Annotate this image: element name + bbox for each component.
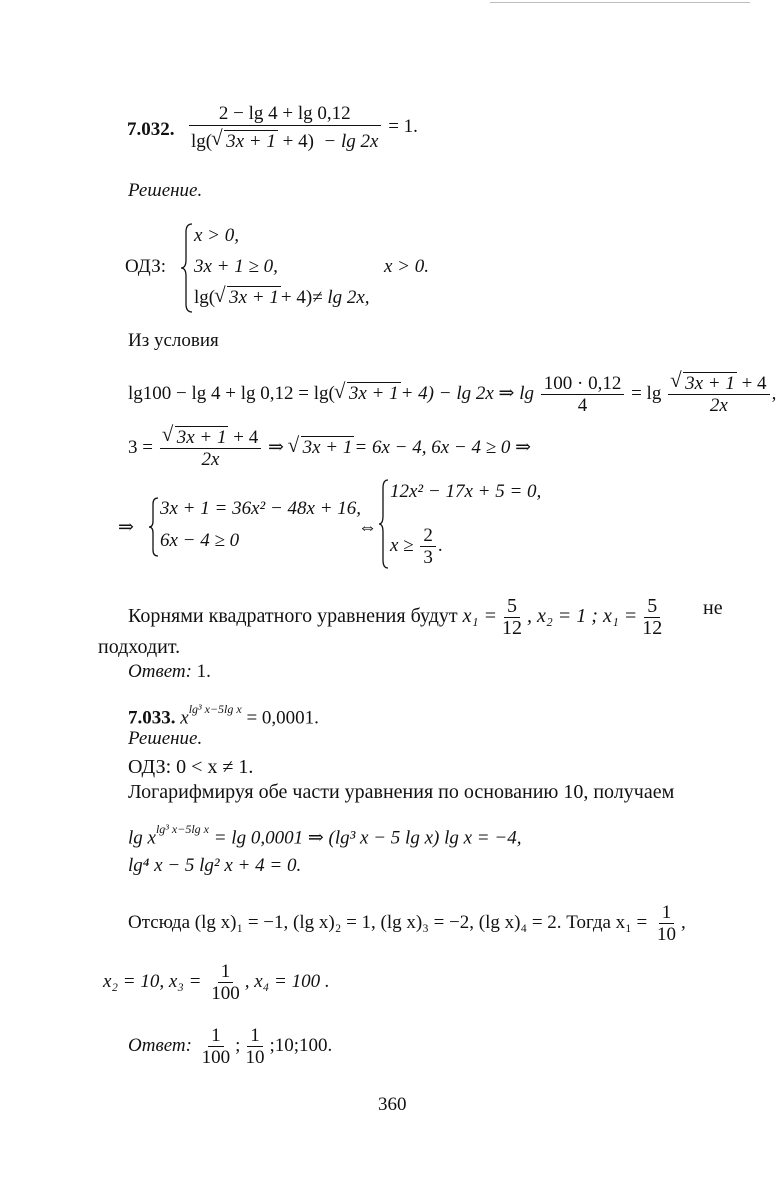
roots-2-line-2: x₂ = 10, x₃ = $\frac{1}{100}$ , x₄ = 100 . bbox=[103, 961, 330, 1004]
roots-tail: подходит. bbox=[98, 636, 181, 658]
answer-2: Ответ: $\frac{1}{100}$ ; $\frac{1}{10}$ ;10;100. bbox=[128, 1025, 333, 1068]
roots-not: не bbox=[703, 597, 723, 619]
step-2: 3 = √ $\frac{3x + 1 + 4}{2x}$ ⇒ √ 3x + 1 = 6x − 4, 6x − 4 ≥ 0 ⇒ bbox=[128, 428, 531, 469]
system-1-row-2: 6x − 4 ≥ 0 bbox=[160, 530, 240, 551]
equation-denominator: lg(√ 3x + 1 + 4) − lg 2x bbox=[188, 126, 381, 151]
system-2-row-1: 12x² − 17x + 5 = 0, bbox=[390, 481, 542, 502]
answer-1: Ответ: 1. bbox=[128, 661, 211, 682]
equation-numerator: 2 − lg 4 + lg 0,12 bbox=[189, 104, 381, 126]
solution-label: Решение. bbox=[128, 180, 203, 201]
odz-row-2: 3x + 1 ≥ 0, bbox=[194, 256, 278, 277]
odz-result: x > 0. bbox=[384, 256, 430, 277]
odz-label: ОДЗ: bbox=[125, 256, 167, 277]
roots-line: Корнями квадратного уравнения будут x₁ = $\frac{5}{12}$ , x₂ = 1 ; x₁ = $\frac{5}{12}$ bbox=[128, 595, 663, 639]
equiv-sign: ⇔ bbox=[358, 517, 377, 538]
top-rule bbox=[490, 2, 750, 3]
problem-equation bbox=[186, 104, 418, 151]
odz-2: ОДЗ: 0 < x ≠ 1. bbox=[128, 756, 254, 778]
sys-arrow: ⇒ bbox=[118, 517, 134, 538]
system-2-row-2: x ≥ $\frac{2}{3}$ . bbox=[390, 525, 443, 568]
step-1: lg100 − lg 4 + lg 0,12 = lg(√ 3x + 1 + 4) − lg 2x ⇒ lg $\frac{100 \cdot 0,12}{4}$ = lg √ $\frac{3x + 1 + 4}{2x}$ , bbox=[128, 374, 776, 415]
odz-brace bbox=[180, 222, 194, 314]
problem-number: 7.032. bbox=[127, 119, 175, 140]
odz-row-1: x > 0, bbox=[194, 225, 240, 246]
page-number: 360 bbox=[378, 1094, 407, 1115]
system-1-brace bbox=[148, 496, 160, 558]
log-text: Логарифмируя обе части уравнения по основанию 10, получаем bbox=[128, 781, 675, 803]
system-1-row-1: 3x + 1 = 36x² − 48x + 16, bbox=[160, 498, 362, 519]
log-step-2: lg⁴ x − 5 lg² x + 4 = 0. bbox=[128, 855, 302, 876]
roots-2-line-1: Отсюда (lg x)₁ = −1, (lg x)₂ = 1, (lg x)₃ = −2, (lg x)₄ = 2. Тогда x₁ = $\frac{1}{10}$ , bbox=[128, 902, 686, 945]
equation-rhs: = 1. bbox=[388, 115, 418, 137]
odz-row-3: lg(√ 3x + 1 + 4)≠ lg 2x, bbox=[194, 287, 370, 309]
problem-2: 7.033. $x^{lg^3 x-5lg x} = 0,0001$. bbox=[128, 702, 319, 729]
condition-text: Из условия bbox=[128, 330, 219, 351]
system-2-brace bbox=[378, 478, 390, 570]
log-step-1: $\lg x^{lg^3 x-5lg x} = \lg 0,0001$ ⇒ (lg³ x − 5 lg x) lg x = −4, bbox=[128, 822, 522, 849]
solution-label-2: Решение. bbox=[128, 728, 203, 749]
